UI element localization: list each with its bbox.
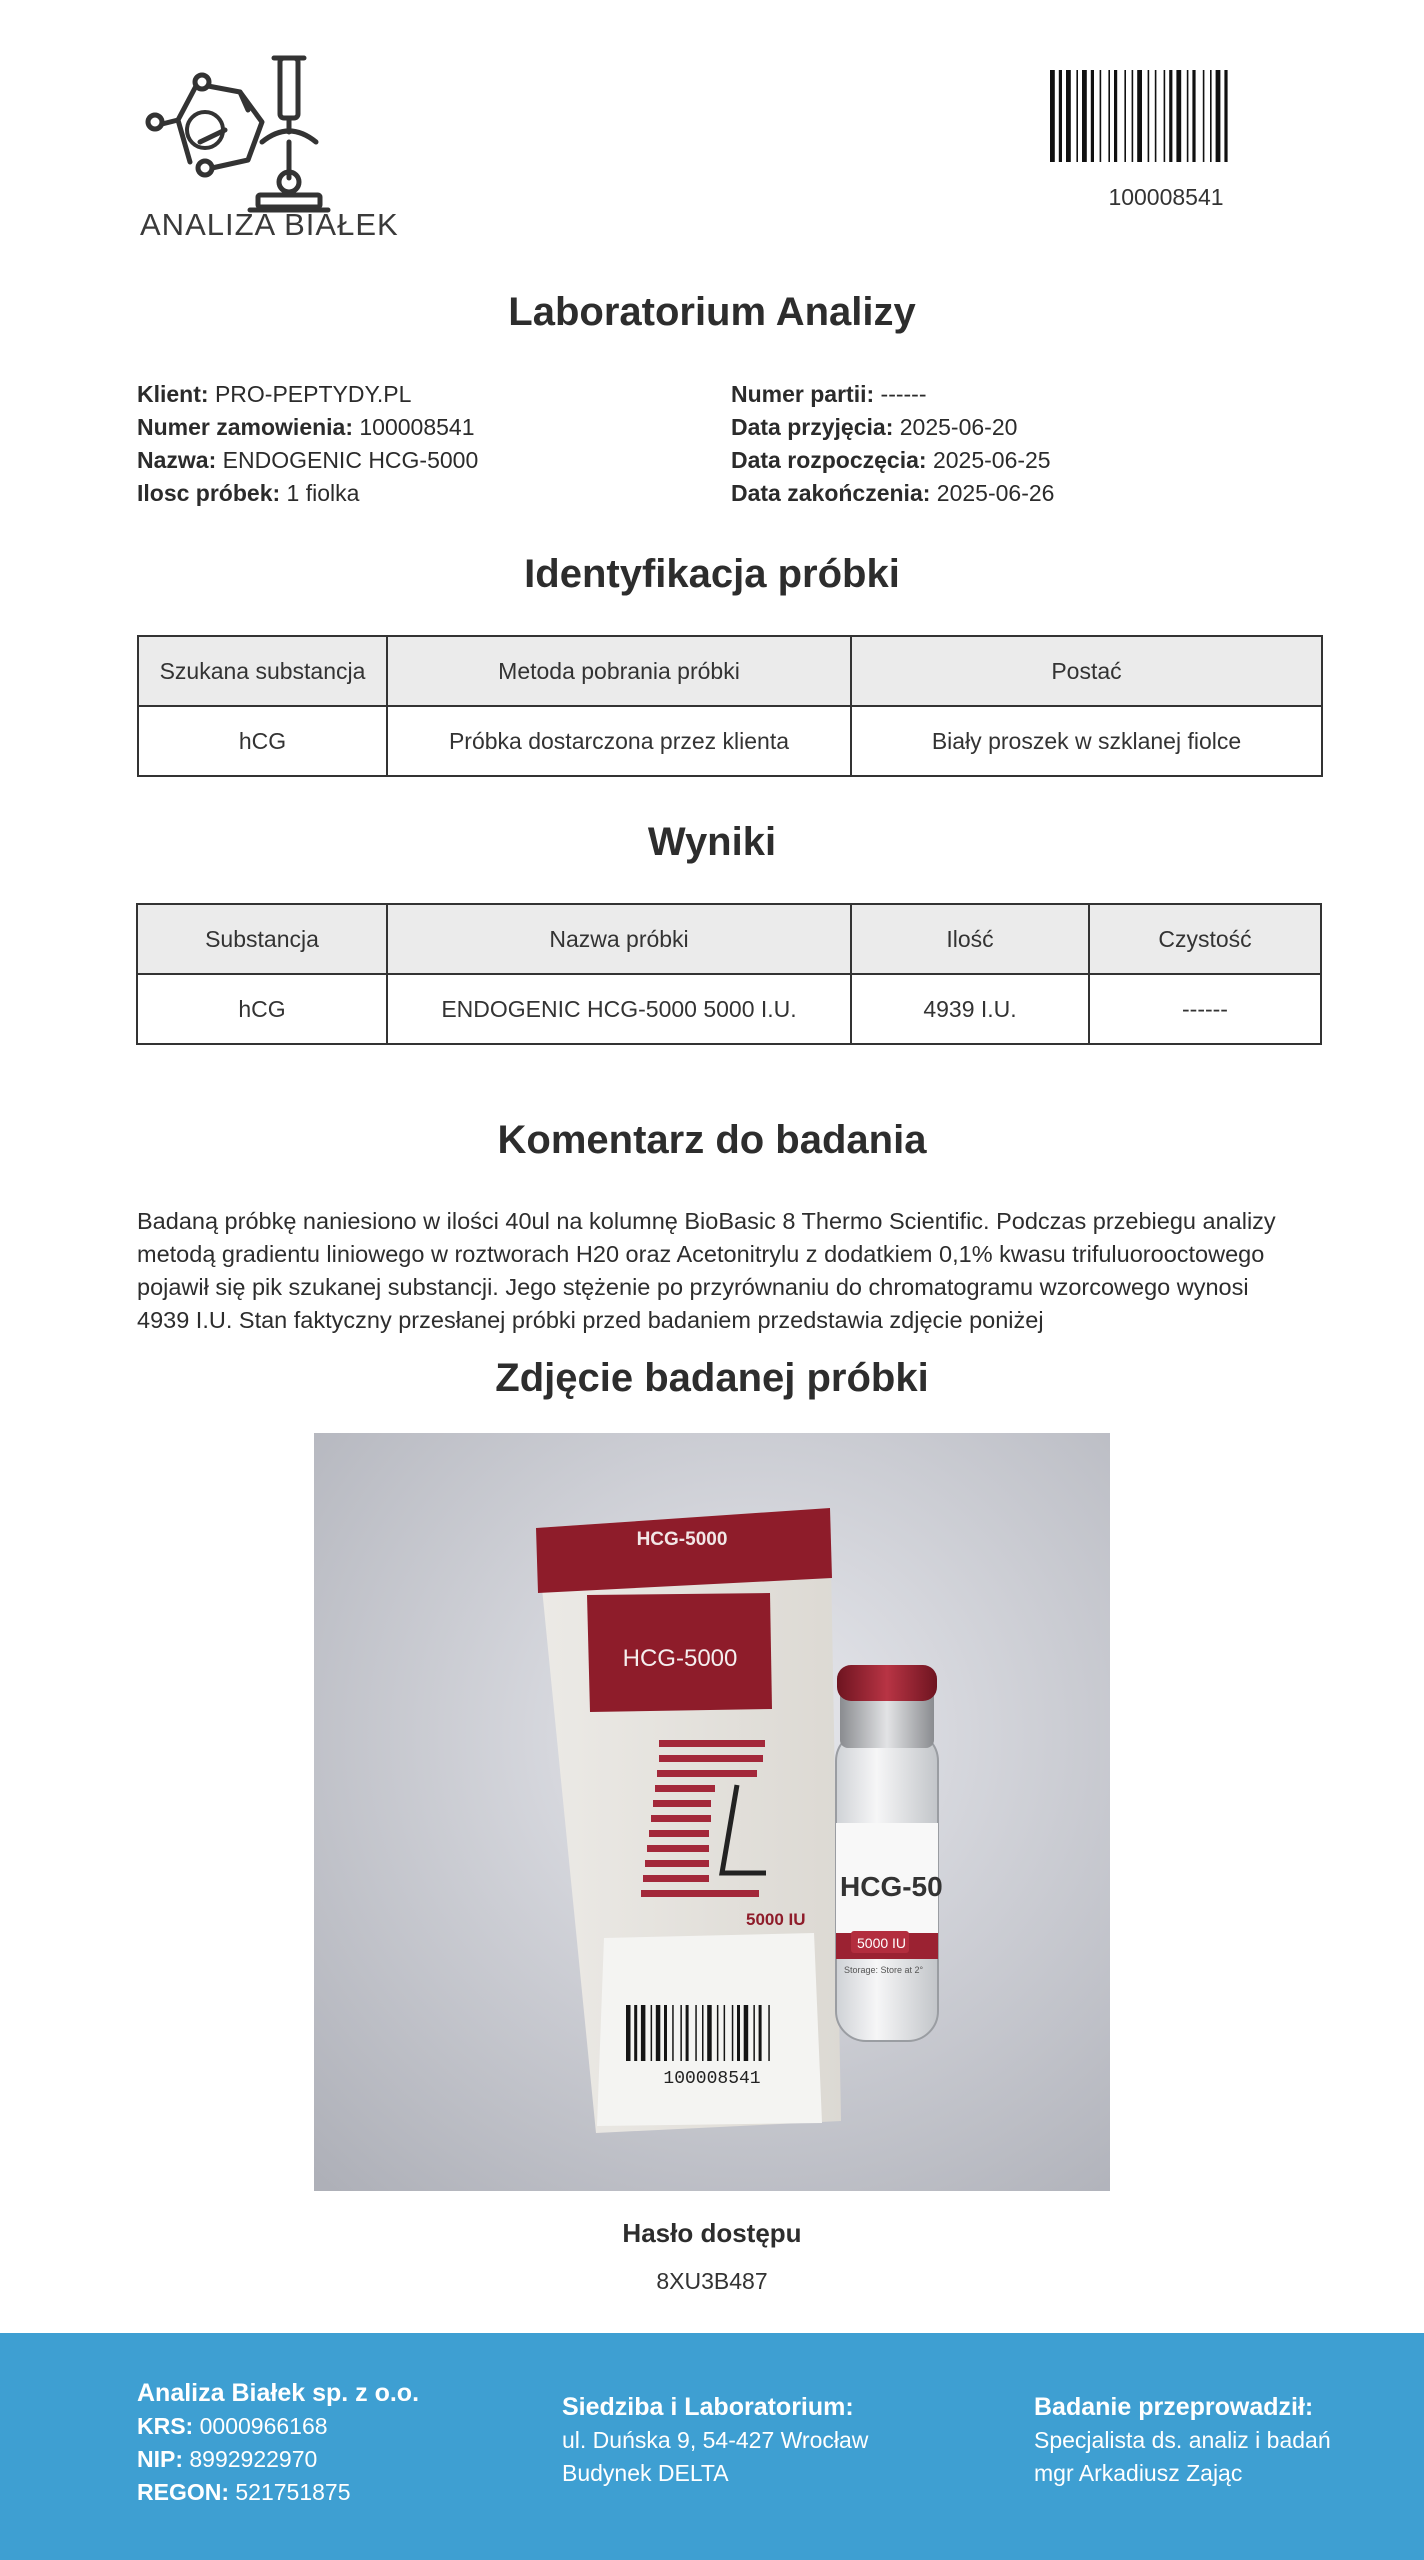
footer-by-line1: Specjalista ds. analiz i badań [1034,2427,1331,2453]
comment-text: Badaną próbkę naniesiono w ilości 40ul na kolumnę BioBasic 8 Thermo Scientific. Podczas przebiegu analizy metodą gradientu liniowego w roztworach H20 oraz Acetonitrylu z dodatkiem 0,1% kwasu trifuluorooctowego pojawił się pik szukanej substancji. Jego stężenie po przyrównaniu do chromatogramu wzorcowego wynosi 4939 I.U. Stan faktyczny przesłanej próbki przed badaniem przedstawia zdjęcie poniżej [137,1208,1276,1333]
footer-address [562,2391,868,2490]
table-header-cell: Postać [851,636,1322,706]
table-header-row [138,636,1322,706]
footer-company-name: Analiza Białek sp. z o.o. [137,2379,420,2407]
photo-box-top-label: HCG-5000 [636,1529,728,1550]
table-header-cell: Czystość [1089,904,1321,974]
table-header-cell: Nazwa próbki [387,904,851,974]
info-received-date: Data przyjęcia: 2025-06-20 [731,414,1018,440]
results-heading: Wyniki [647,820,777,864]
table-header-cell: Substancja [137,904,387,974]
table-cell: Próbka dostarczona przez klienta [387,706,851,776]
results-table [136,903,1322,1045]
identification-heading: Identyfikacja próbki [524,552,900,596]
photo-box-label: HCG-5000 [622,1645,738,1672]
photo-barcode-number: 100008541 [663,2069,761,2089]
identification-table [137,635,1323,777]
footer-regon: REGON: 521751875 [137,2479,351,2505]
info-start-date: Data rozpoczęcia: 2025-06-25 [731,447,1051,473]
info-batch: Numer partii: ------ [731,381,927,407]
table-cell: hCG [138,706,387,776]
barcode-icon [1050,70,1282,162]
footer-hq-line2: Budynek DELTA [562,2460,729,2486]
footer [0,2333,1424,2560]
info-left [137,378,478,510]
info-client: Klient: PRO-PEPTYDY.PL [137,381,412,407]
table-row [138,706,1322,776]
footer-nip: NIP: 8992922970 [137,2446,318,2472]
footer-examiner [1034,2391,1331,2490]
vial-icon [836,1665,938,2041]
comment-heading: Komentarz do badania [497,1118,927,1162]
photo-box-iu: 5000 IU [746,1910,806,1929]
table-cell: hCG [137,974,387,1044]
info-sample-count: Ilosc próbek: 1 fiolka [137,480,360,506]
table-cell: Biały proszek w szklanej fiolce [851,706,1322,776]
info-end-date: Data zakończenia: 2025-06-26 [731,480,1055,506]
page-title: Laboratorium Analizy [508,290,916,334]
info-order-number: Numer zamowienia: 100008541 [137,414,475,440]
info-name: Nazwa: ENDOGENIC HCG-5000 [137,447,479,473]
footer-krs: KRS: 0000966168 [137,2413,328,2439]
table-header-cell: Metoda pobrania próbki [387,636,851,706]
footer-by-label: Badanie przeprowadził: [1034,2393,1314,2421]
table-header-row [137,904,1321,974]
footer-hq-line1: ul. Duńska 9, 54-427 Wrocław [562,2427,869,2453]
photo-heading: Zdjęcie badanej próbki [495,1356,929,1400]
access-password-value: 8XU3B487 [656,2268,768,2294]
photo-vial-storage: Storage: Store at 2° [844,1965,924,1975]
photo-vial-label: HCG-50 [840,1871,943,1902]
table-row [137,974,1321,1044]
photo-vial-iu: 5000 IU [857,1935,907,1951]
logo-text: ANALIZA BIAŁEK [140,207,399,242]
barcode-number: 100008541 [1108,184,1224,210]
sample-photo [314,1433,1110,2191]
footer-hq-label: Siedziba i Laboratorium: [562,2393,854,2421]
table-cell: ------ [1089,974,1321,1044]
footer-company-info [137,2377,419,2509]
access-password-label: Hasło dostępu [622,2218,802,2248]
table-header-cell: Ilość [851,904,1089,974]
table-cell: ENDOGENIC HCG-5000 5000 I.U. [387,974,851,1044]
table-cell: 4939 I.U. [851,974,1089,1044]
table-header-cell: Szukana substancja [138,636,387,706]
info-right [731,378,1054,510]
footer-by-line2: mgr Arkadiusz Zając [1034,2460,1243,2486]
